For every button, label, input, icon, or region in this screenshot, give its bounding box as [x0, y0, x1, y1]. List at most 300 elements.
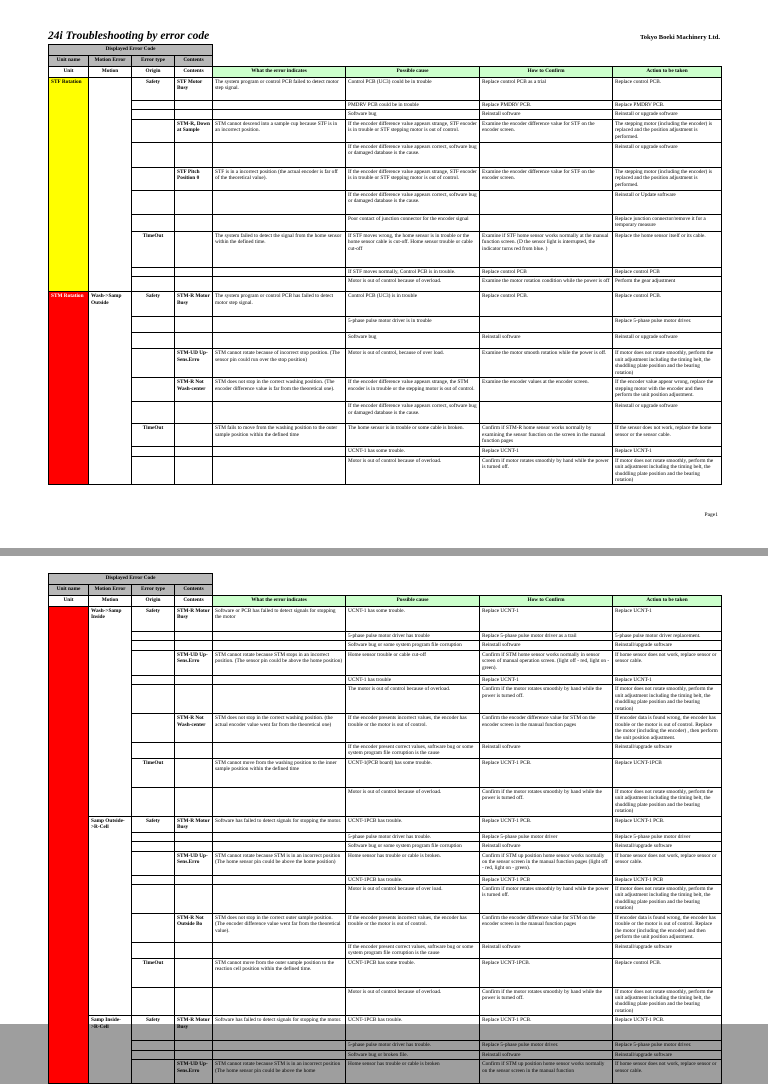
contents-cell: STM-UD Up-Sens.Erro: [175, 349, 213, 378]
indication-cell: STM cannot descend into a sample cup because STF is in an incorrect position.: [213, 119, 346, 142]
error-type-cell: [132, 378, 175, 402]
indication-cell: STM cannot move from the outer sample position to the reaction cell position within the defined time.: [213, 958, 346, 987]
cause-cell: UCNT-1PCB has trouble.: [346, 875, 480, 884]
contents-cell: STM-R, Down at Sample: [175, 119, 213, 142]
action-cell: Reinstall/upgrade software: [613, 641, 722, 650]
contents-cell: STM-R Not Wash-center: [175, 714, 213, 743]
cause-cell: Software bug: [346, 110, 480, 119]
contents-cell: [175, 875, 213, 884]
indication-cell: [213, 787, 346, 816]
contents-cell: [175, 641, 213, 650]
header-displayed-error-code: Displayed Error Code: [49, 574, 213, 585]
indication-cell: [213, 641, 346, 650]
error-type-cell: [132, 1050, 175, 1059]
column-header: Motion: [89, 67, 132, 78]
action-cell: Replace 5-phase pulse motor driver.: [613, 317, 722, 333]
cause-cell: Motor is out of control, because of over load.: [346, 349, 480, 378]
cause-cell: If the encoder difference value appears correct, software bug or damaged database is the cause.: [346, 402, 480, 424]
error-type-cell: [132, 675, 175, 684]
header-cell: Error type: [132, 56, 175, 67]
confirm-cell: Replace PMDRV PCB.: [480, 101, 613, 110]
table-row: [49, 378, 722, 402]
cause-cell: If the encoder difference value appears strange, the STM encoder is in trouble or the stepping motor is out of control.: [346, 378, 480, 402]
cause-cell: UCNT-1 has trouble: [346, 675, 480, 684]
indication-cell: [213, 987, 346, 1016]
header-blank: [213, 585, 722, 596]
table-row: [49, 214, 722, 231]
indication-cell: STF is in a incorrect position (the actual encoder is far off of the theoretical value).: [213, 167, 346, 190]
confirm-cell: Replace control PCB as a trial: [480, 78, 613, 101]
table-row: [49, 447, 722, 456]
cause-cell: UCNT-1PCB has trouble.: [346, 816, 480, 832]
contents-cell: STM-R Not Wash-center: [175, 378, 213, 402]
cause-cell: The motor is out of control because of overload.: [346, 685, 480, 714]
action-cell: Replace UCNT-1: [613, 675, 722, 684]
confirm-cell: [480, 402, 613, 424]
motion-cell: Samp Inside->R-Cell: [89, 1016, 132, 1084]
table-row: [49, 456, 722, 485]
indication-cell: [213, 317, 346, 333]
contents-cell: [175, 987, 213, 1016]
confirm-cell: Replace 5-phase pulse motor driver: [480, 832, 613, 841]
table-row: [49, 277, 722, 292]
action-cell: If motor does not rotate smoothly, perform the unit adjustment including the timing belt, the shuddling plate position and the bearing rotation): [613, 685, 722, 714]
error-type-cell: [132, 349, 175, 378]
indication-cell: [213, 402, 346, 424]
contents-cell: [175, 277, 213, 292]
indication-cell: [213, 456, 346, 485]
error-type-cell: [132, 884, 175, 913]
error-type-cell: Safety: [132, 816, 175, 832]
table-row: [49, 851, 722, 875]
indication-cell: [213, 1041, 346, 1050]
confirm-cell: Replace 5-phase pulse motor driver as a trail: [480, 632, 613, 641]
unit-color-cell: [49, 607, 89, 1084]
cause-cell: 5-phase pulse motor driver has trouble.: [346, 1041, 480, 1050]
column-header: Action to be taken: [613, 596, 722, 607]
document-page-2: [0, 556, 768, 1074]
indication-cell: [213, 632, 346, 641]
confirm-cell: Reinstall software: [480, 1050, 613, 1059]
table-row: [49, 317, 722, 333]
contents-cell: STM-R Motor Busy: [175, 292, 213, 317]
table-row: [49, 292, 722, 317]
cause-cell: Control PCB (UC3) could be in trouble: [346, 78, 480, 101]
indication-cell: [213, 942, 346, 958]
header-blank: [213, 45, 722, 56]
action-cell: Replace UCNT-1 PCB.: [613, 1016, 722, 1041]
action-cell: If the sensor does not work, replace the home sensor or the sensor cable.: [613, 424, 722, 447]
error-type-cell: [132, 987, 175, 1016]
error-type-cell: [132, 714, 175, 743]
action-cell: Replace 5-phase pulse motor driver: [613, 832, 722, 841]
column-header: How to Confirm: [480, 596, 613, 607]
indication-cell: Software or PCB has failed to detect signals for stopping the motor: [213, 607, 346, 632]
error-type-cell: [132, 787, 175, 816]
action-cell: Replace 5-phase pulse motor driver.: [613, 1041, 722, 1050]
confirm-cell: Reinstall software: [480, 742, 613, 758]
action-cell: Reinstall or upgrade software: [613, 142, 722, 167]
table-row: [49, 913, 722, 942]
contents-cell: STM-UD Up-Sens.Erro: [175, 851, 213, 875]
table-row: [49, 650, 722, 675]
contents-cell: [175, 632, 213, 641]
action-cell: If encoder data is found wrong, the encoder has trouble or the motor is out of control. Replace the motor (including the encoder) and then perform the unit position adjustment.: [613, 913, 722, 942]
confirm-cell: Replace UCNT-1PCB.: [480, 958, 613, 987]
cause-cell: UCNT-1(PCB board) has some trouble.: [346, 758, 480, 787]
confirm-cell: Confirm if motor rotates smoothly by hand while the power is turned off.: [480, 456, 613, 485]
action-cell: Reinstall or Update software: [613, 190, 722, 214]
column-header: What the error indicates: [213, 596, 346, 607]
table-row: [49, 101, 722, 110]
error-type-cell: TimeOut: [132, 958, 175, 987]
action-cell: Replace control PCB: [613, 267, 722, 276]
error-type-cell: [132, 190, 175, 214]
cause-cell: Motor is out of control because of overload.: [346, 277, 480, 292]
cause-cell: Control PCB (UC3) is in trouble: [346, 292, 480, 317]
contents-cell: [175, 685, 213, 714]
action-cell: Replace UCNT-1PCB: [613, 758, 722, 787]
motion-cell: [89, 78, 132, 292]
table-row: [49, 675, 722, 684]
cause-cell: If the encoder difference value appears correct, software bug or damaged database is the cause.: [346, 142, 480, 167]
table-row: [49, 842, 722, 851]
confirm-cell: [480, 190, 613, 214]
contents-cell: STM-UD Up-Sens.Erro: [175, 650, 213, 675]
indication-cell: The system failed to detect the signal from the home sensor within the defined time.: [213, 231, 346, 267]
cause-cell: The home sensor is in trouble or some cable is broken.: [346, 424, 480, 447]
cause-cell: Motor is out of control because of over load.: [346, 884, 480, 913]
error-type-cell: Safety: [132, 78, 175, 101]
confirm-cell: Confirm the encoder difference value for STM on the encoder screen in the manual function pages: [480, 714, 613, 743]
error-type-cell: Safety: [132, 1016, 175, 1041]
error-type-cell: [132, 742, 175, 758]
action-cell: Perform the gear adjustment: [613, 277, 722, 292]
confirm-cell: Examine the encoder difference value for STF on the encoder screen.: [480, 167, 613, 190]
contents-cell: STM-R Not Outside Bo: [175, 913, 213, 942]
error-type-cell: [132, 875, 175, 884]
error-type-cell: [132, 110, 175, 119]
action-cell: The stepping motor (including the encoder) is replaced and the position adjustment is performed.: [613, 167, 722, 190]
contents-cell: [175, 787, 213, 816]
cause-cell: If the encoder present correct values, software bug or some system program file corruption is the cause: [346, 742, 480, 758]
indication-cell: STM cannot rotate because STM stops in an incorrect position. (The sensor pin could be above the home position): [213, 650, 346, 675]
action-cell: Replace PMDRV PCB.: [613, 101, 722, 110]
cause-cell: If the encoder difference value appears strange, STF encoder is in trouble or STF stepping motor is out of control.: [346, 119, 480, 142]
cause-cell: 5-phase pulse motor driver has trouble: [346, 632, 480, 641]
table-row: [49, 884, 722, 913]
confirm-cell: Confirm if STM home sensor works normally in sensor screen of manual operation screen. (light off - red, light on - green).: [480, 650, 613, 675]
error-type-cell: [132, 832, 175, 841]
indication-cell: [213, 101, 346, 110]
contents-cell: [175, 317, 213, 333]
contents-cell: STM-R Motor Busy: [175, 607, 213, 632]
contents-cell: [175, 742, 213, 758]
cause-cell: If the encoder difference value appears strange, STF encoder is in trouble or STF stepping motor is out of control.: [346, 167, 480, 190]
error-table-page-1: [48, 44, 722, 485]
confirm-cell: [480, 214, 613, 231]
table-row: [49, 110, 722, 119]
indication-cell: Software has failed to detect signals for stopping the motor.: [213, 816, 346, 832]
confirm-cell: Confirm if STM up position home sensor works normally on the sensor screen in the manual function: [480, 1060, 613, 1084]
column-header: Contents: [175, 67, 213, 78]
column-header: Contents: [175, 596, 213, 607]
error-type-cell: [132, 167, 175, 190]
error-type-cell: [132, 456, 175, 485]
action-cell: If the encoder value appear wrong, replace the stepping motor with the encoder and then perform the unit position adjustment.: [613, 378, 722, 402]
error-type-cell: [132, 142, 175, 167]
indication-cell: [213, 1050, 346, 1059]
error-type-cell: [132, 317, 175, 333]
error-type-cell: [132, 1060, 175, 1084]
error-type-cell: Safety: [132, 607, 175, 632]
header-cell: Unit name: [49, 585, 89, 596]
document-title: 24i Troubleshooting by error code: [48, 30, 210, 42]
table-row: [49, 231, 722, 267]
table-row: [49, 632, 722, 641]
confirm-cell: Reinstall software: [480, 942, 613, 958]
action-cell: Replace the home sensor itself or its cable.: [613, 231, 722, 267]
indication-cell: [213, 685, 346, 714]
action-cell: If motor does not rotate smoothly, perform the unit adjustment including the timing belt, the shuddling plate position and the bearing rotation): [613, 884, 722, 913]
error-table-page-2: [48, 573, 722, 1084]
header-cell: Motion Error: [89, 585, 132, 596]
table-row: [49, 402, 722, 424]
error-type-cell: [132, 214, 175, 231]
contents-cell: STM-R Motor Busy: [175, 1016, 213, 1041]
column-header: Unit: [49, 596, 89, 607]
indication-cell: STM does not stop in the correct washing position. (The encoder difference value is far from the theoretical one).: [213, 378, 346, 402]
confirm-cell: Reinstall software: [480, 333, 613, 349]
error-type-cell: [132, 685, 175, 714]
contents-cell: STF Motor Busy: [175, 78, 213, 101]
table-row: [49, 167, 722, 190]
error-type-cell: [132, 913, 175, 942]
header-cell: Contents: [175, 56, 213, 67]
error-type-cell: [132, 119, 175, 142]
cause-cell: If STF moves normally, Control PCB is in trouble.: [346, 267, 480, 276]
error-type-cell: [132, 632, 175, 641]
column-header: Origin: [132, 67, 175, 78]
cause-cell: 5-phase pulse motor driver has trouble.: [346, 832, 480, 841]
error-type-cell: [132, 641, 175, 650]
cause-cell: Motor is out of control because of overload.: [346, 456, 480, 485]
action-cell: If motor does not rotate smoothly, perform the unit adjustment including the timing belt, the shuddling plate position and the bearing rotation): [613, 456, 722, 485]
contents-cell: STM-UD Up-Sens.Erro: [175, 1060, 213, 1084]
cause-cell: Motor is out of control because of overload.: [346, 987, 480, 1016]
contents-cell: STF Pitch Position 0: [175, 167, 213, 190]
table-row: [49, 742, 722, 758]
table-row: [49, 78, 722, 101]
action-cell: Replace UCNT-1: [613, 447, 722, 456]
indication-cell: [213, 277, 346, 292]
header-cell: Motion Error: [89, 56, 132, 67]
contents-cell: [175, 447, 213, 456]
action-cell: Replace junction connector/remove it for a temporary measure: [613, 214, 722, 231]
contents-cell: [175, 190, 213, 214]
table-row: [49, 267, 722, 276]
action-cell: Reinstall/upgrade software: [613, 842, 722, 851]
confirm-cell: Reinstall software: [480, 110, 613, 119]
action-cell: If motor does not rotate smoothly, perform the unit adjustment including the timing belt, the shuddling plate position and the bearing rotation): [613, 787, 722, 816]
motion-cell: Wash->Samp Outside: [89, 292, 132, 485]
action-cell: The stepping motor (including the encoder) is replaced and the position adjustment is performed.: [613, 119, 722, 142]
contents-cell: [175, 402, 213, 424]
confirm-cell: [480, 142, 613, 167]
indication-cell: STM cannot rotate because of incorrect stop position. (The sensor pin could run over the stop position): [213, 349, 346, 378]
cause-cell: If the encoder presents incorrect values, the encoder has trouble or the motor is out of control.: [346, 714, 480, 743]
error-type-cell: TimeOut: [132, 758, 175, 787]
unit-name-cell: STF Rotation: [49, 78, 89, 292]
table-row: [49, 685, 722, 714]
error-type-cell: [132, 447, 175, 456]
cause-cell: Software bug or some system program file corruption: [346, 641, 480, 650]
error-type-cell: [132, 101, 175, 110]
table-row: [49, 119, 722, 142]
action-cell: Reinstall/upgrade software: [613, 942, 722, 958]
indication-cell: [213, 832, 346, 841]
page-number: Page1: [704, 512, 718, 518]
action-cell: Reinstall or upgrade software: [613, 110, 722, 119]
cause-cell: Poor contact of junction connector for the encoder signal: [346, 214, 480, 231]
column-header: Origin: [132, 596, 175, 607]
indication-cell: [213, 447, 346, 456]
cause-cell: Software bug: [346, 333, 480, 349]
table-row: [49, 333, 722, 349]
confirm-cell: Replace UCNT-1 PCB.: [480, 816, 613, 832]
error-type-cell: [132, 650, 175, 675]
indication-cell: [213, 267, 346, 276]
cause-cell: If the encoder difference value appears correct, software bug or damaged database is the cause.: [346, 190, 480, 214]
confirm-cell: Replace UCNT-1 PCB.: [480, 758, 613, 787]
cause-cell: Home sensor has trouble or cable is broken.: [346, 851, 480, 875]
cause-cell: Software bug or broken file.: [346, 1050, 480, 1059]
header-blank: [213, 574, 722, 585]
action-cell: If home sensor does not work, replace sensor or sensor cable.: [613, 851, 722, 875]
table-row: [49, 958, 722, 987]
header-cell: Error type: [132, 585, 175, 596]
confirm-cell: Replace UCNT-1 PCB.: [480, 1016, 613, 1041]
header-cell: Contents: [175, 585, 213, 596]
contents-cell: [175, 675, 213, 684]
indication-cell: STM cannot move from the washing position to the inner sample position within the defined time: [213, 758, 346, 787]
column-header: Action to be taken: [613, 67, 722, 78]
confirm-cell: Reinstall software: [480, 641, 613, 650]
cause-cell: Motor is out of control because of overload.: [346, 787, 480, 816]
contents-cell: [175, 424, 213, 447]
table-row: [49, 758, 722, 787]
indication-cell: STM does not stop in the correct washing position. (the actual encoder value went far from the theoretical one): [213, 714, 346, 743]
error-type-cell: Safety: [132, 292, 175, 317]
contents-cell: [175, 214, 213, 231]
confirm-cell: Replace UCNT-1: [480, 607, 613, 632]
action-cell: If home sensor does not work, replace sensor or sensor cable.: [613, 1060, 722, 1084]
motion-cell: Samp Outside->R-Cell: [89, 816, 132, 1016]
confirm-cell: Confirm if STM up position home sensor works normally on the sensor screen in the manual function pages (light off - red, light on - green).: [480, 851, 613, 875]
error-type-cell: TimeOut: [132, 424, 175, 447]
action-cell: 5-phase pulse motor driver replacement.: [613, 632, 722, 641]
cause-cell: UCNT-1PCB has some trouble.: [346, 958, 480, 987]
error-type-cell: [132, 1041, 175, 1050]
indication-cell: Software has failed to detect signals for stopping the motor.: [213, 1016, 346, 1041]
error-type-cell: [132, 402, 175, 424]
cause-cell: UCNT-1 has some trouble.: [346, 447, 480, 456]
indication-cell: [213, 142, 346, 167]
contents-cell: [175, 1041, 213, 1050]
motion-cell: Wash->Samp Inside: [89, 607, 132, 817]
error-type-cell: TimeOut: [132, 231, 175, 267]
cause-cell: If the encoder present correct values, software bug or some system program file corruption is the cause: [346, 942, 480, 958]
indication-cell: STM cannot rotate because STM is in an incorrect position (The home sensor pin could be above the home: [213, 1060, 346, 1084]
contents-cell: [175, 942, 213, 958]
confirm-cell: Examine the encoder difference value for STF on the encoder screen.: [480, 119, 613, 142]
action-cell: If motor does not rotate smoothly, perform the unit adjustment including the timing belt, the shuddling plate position and the bearing rotation): [613, 987, 722, 1016]
confirm-cell: Examine the motor smooth rotation while the power is off.: [480, 349, 613, 378]
cause-cell: 5-phase pulse motor driver is in trouble: [346, 317, 480, 333]
action-cell: If encoder data is found wrong, the encoder has trouble or the motor is out of control. Replace the motor (including the encoder) , then perform the unit position adjustment.: [613, 714, 722, 743]
error-type-cell: [132, 942, 175, 958]
table-row: [49, 787, 722, 816]
confirm-cell: Examine the encoder values at the encoder screen.: [480, 378, 613, 402]
indication-cell: [213, 214, 346, 231]
table-row: [49, 875, 722, 884]
confirm-cell: Replace control PCB.: [480, 292, 613, 317]
action-cell: Reinstall/upgrade software: [613, 1050, 722, 1059]
confirm-cell: Examine if STF home sensor works normally at the manual function screen. (D the sensor light is interrupted, the indicator turns red from blue. ): [480, 231, 613, 267]
contents-cell: [175, 758, 213, 787]
cause-cell: If STF moves wrong, the home sensor is in trouble or the home sensor cable is cut-off. Home sensor trouble or cable cut-off: [346, 231, 480, 267]
table-row: [49, 832, 722, 841]
indication-cell: [213, 333, 346, 349]
error-type-cell: [132, 333, 175, 349]
column-header: What the error indicates: [213, 67, 346, 78]
action-cell: If motor does not rotate smoothly, perform the unit adjustment including the timing belt, the shuddling plate position and the bearing rotation): [613, 349, 722, 378]
action-cell: Replace control PCB.: [613, 78, 722, 101]
table-row: [49, 1050, 722, 1059]
action-cell: If home sensor does not work, replace sensor or sensor cable.: [613, 650, 722, 675]
contents-cell: [175, 231, 213, 267]
table-row: [49, 424, 722, 447]
header-cell: Unit name: [49, 56, 89, 67]
action-cell: Reinstall/upgrade software: [613, 742, 722, 758]
error-type-cell: [132, 267, 175, 276]
contents-cell: [175, 142, 213, 167]
confirm-cell: Confirm if the motor rotates smoothly by hand while the power is turned off.: [480, 787, 613, 816]
column-header: Motion: [89, 596, 132, 607]
cause-cell: PMDRV PCB could be in trouble: [346, 101, 480, 110]
error-type-cell: [132, 851, 175, 875]
table-row: [49, 714, 722, 743]
table-row: [49, 349, 722, 378]
contents-cell: [175, 333, 213, 349]
confirm-cell: Replace UCNT-1 PCB: [480, 875, 613, 884]
cause-cell: If the encoder presents incorrect values, the encoder has trouble or the motor is out of control.: [346, 913, 480, 942]
indication-cell: [213, 675, 346, 684]
confirm-cell: Confirm if STM-R home sensor works normally by examining the sensor function on the screen in the manual function pages: [480, 424, 613, 447]
cause-cell: UCNT-1PCB has trouble.: [346, 1016, 480, 1041]
indication-cell: STM cannot rotate because STM is in an incorrect position (The home sensor pin could be above the home position): [213, 851, 346, 875]
indication-cell: [213, 110, 346, 119]
indication-cell: The system program or control PCB failed to detect motor step signal.: [213, 78, 346, 101]
action-cell: Replace UCNT-1 PCB: [613, 875, 722, 884]
action-cell: Reinstall or upgrade software: [613, 333, 722, 349]
contents-cell: [175, 456, 213, 485]
indication-cell: [213, 742, 346, 758]
action-cell: Replace control PCB.: [613, 292, 722, 317]
indication-cell: [213, 875, 346, 884]
column-header: Possible cause: [346, 67, 480, 78]
indication-cell: STM fails to move from the washing position to the outer sample position within the defined time: [213, 424, 346, 447]
